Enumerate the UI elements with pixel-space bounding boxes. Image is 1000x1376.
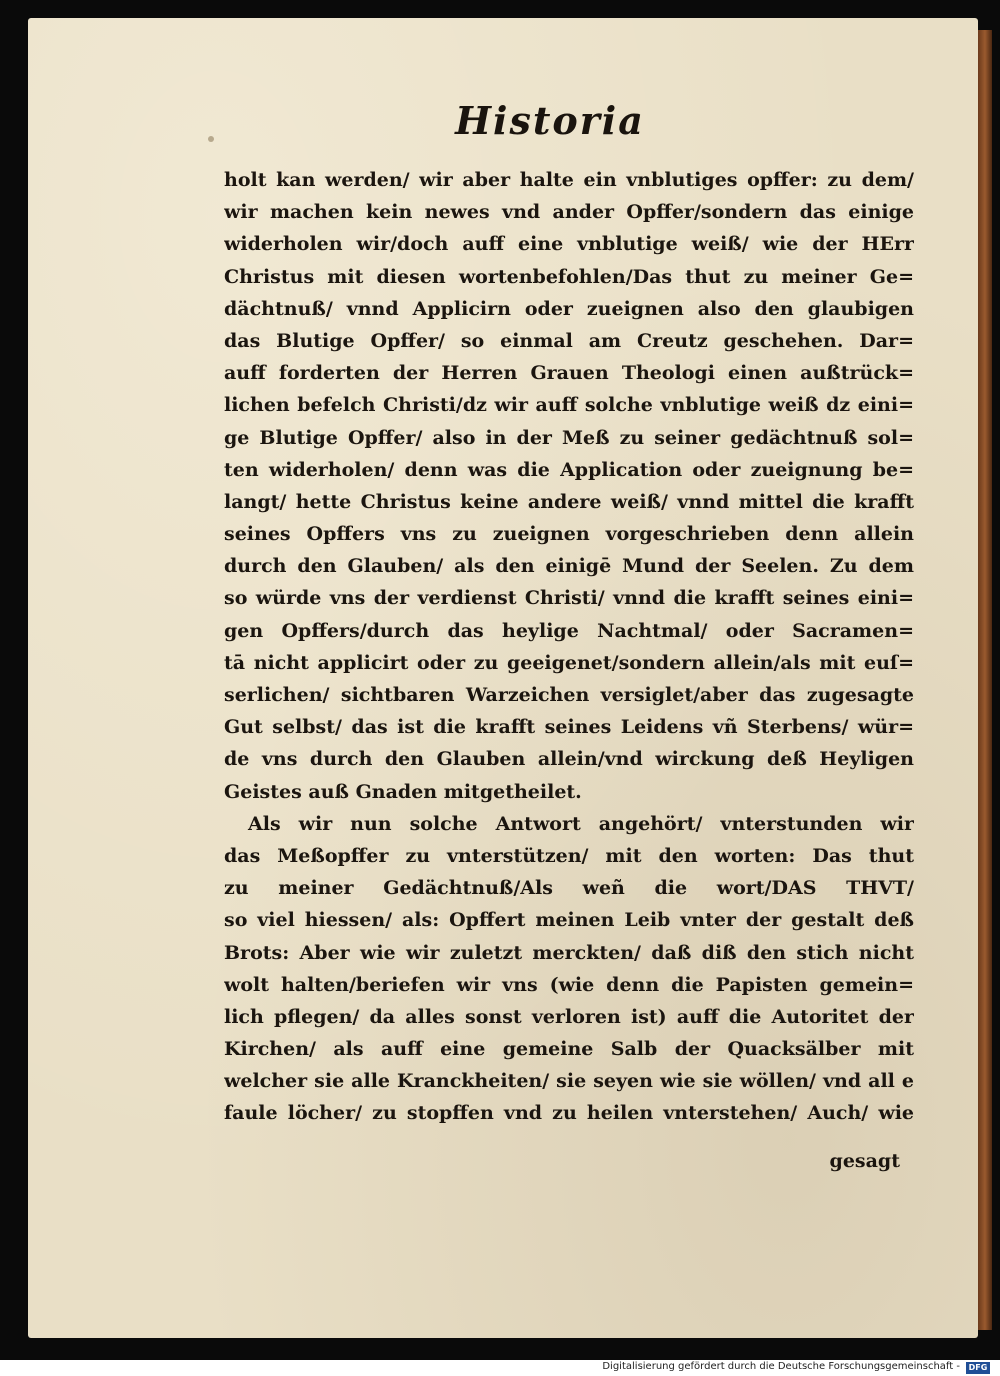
book-edge <box>978 30 992 1330</box>
text-line: so viel hiessen/ als: Opffert meinen Leib vnter der gestalt deß <box>224 909 914 932</box>
text-line: wolt halten/beriefen wir vns (wie denn die Papisten gemein= <box>224 973 914 996</box>
text-line: welcher sie alle Kranckheiten/ sie seyen wie sie wöllen/ vnd all e <box>224 1070 914 1093</box>
funding-credit: Digitalisierung gefördert durch die Deutsche Forschungsgemeinschaft - <box>602 1361 960 1372</box>
text-line: gen Opffers/durch das heylige Nachtmal/ oder Sacramen= <box>224 619 914 642</box>
text-line: seines Opffers vns zu zueignen vorgeschrieben denn allein <box>224 523 914 546</box>
text-line: durch den Glauben/ als den einigē Mund der Seelen. Zu dem <box>224 555 914 578</box>
text-line: faule löcher/ zu stopffen vnd zu heilen vnterstehen/ Auch/ wie <box>224 1102 914 1125</box>
text-line: tā nicht applicirt oder zu geeigenet/sondern allein/als mit euſ= <box>224 651 914 674</box>
text-line: Als wir nun solche Antwort angehört/ vnterstunden wir <box>248 812 914 835</box>
text-block <box>224 164 914 1130</box>
text-line: holt kan werden/ wir aber halte ein vnblutiges opffer: zu dem/ <box>224 169 914 191</box>
catchword: gesagt <box>829 1150 900 1172</box>
text-line: lich pflegen/ da alles sonst verloren ist) auff die Autoritet der <box>224 1005 914 1028</box>
running-head: Historia <box>455 98 645 143</box>
text-line: das Meßopffer zu vnterstützen/ mit den worten: Das thut <box>224 844 914 867</box>
text-line: Geistes auß Gnaden mitgetheilet. <box>224 780 582 803</box>
dfg-logo: DFG <box>966 1362 990 1374</box>
text-line: Brots: Aber wie wir zuletzt merckten/ daß diß den stich nicht <box>224 941 914 964</box>
text-line: Kirchen/ als auff eine gemeine Salb der Quacksälber mit <box>224 1038 914 1061</box>
text-line: ten widerholen/ denn was die Application oder zueignung be= <box>224 458 914 481</box>
text-line: ge Blutige Opffer/ also in der Meß zu seiner gedächtnuß sol= <box>224 426 914 449</box>
text-line: serlichen/ sichtbaren Warzeichen versiglet/aber das zugesagte <box>224 684 914 706</box>
text-line: lichen befelch Christi/dz wir auff solche vnblutige weiß dz eini= <box>224 394 914 417</box>
text-line: auff forderten der Herren Grauen Theologi einen außtrück= <box>224 362 914 385</box>
text-line: de vns durch den Glauben allein/vnd wirckung deß Heyligen <box>224 748 914 771</box>
text-line: Christus mit diesen wortenbefohlen/Das thut zu meiner Ge= <box>224 265 914 288</box>
text-line: langt/ hette Christus keine andere weiß/ vnnd mittel die krafft <box>224 490 914 513</box>
text-line: dächtnuß/ vnnd Applicirn oder zueignen also den glaubigen <box>224 297 914 320</box>
text-line: so würde vns der verdienst Christi/ vnnd die krafft seines eini= <box>224 587 914 610</box>
text-line: zu meiner Gedächtnuß/Als weñ die wort/DAS THVT/ <box>224 877 914 900</box>
text-line: widerholen wir/doch auff eine vnblutige weiß/ wie der HErr <box>224 233 914 256</box>
text-line: Gut selbst/ das ist die krafft seines Leidens vñ Sterbens/ wür= <box>224 716 914 739</box>
text-line: das Blutige Opffer/ so einmal am Creutz geschehen. Dar= <box>224 329 914 352</box>
text-line: wir machen kein newes vnd ander Opffer/sondern das einige <box>224 201 914 224</box>
